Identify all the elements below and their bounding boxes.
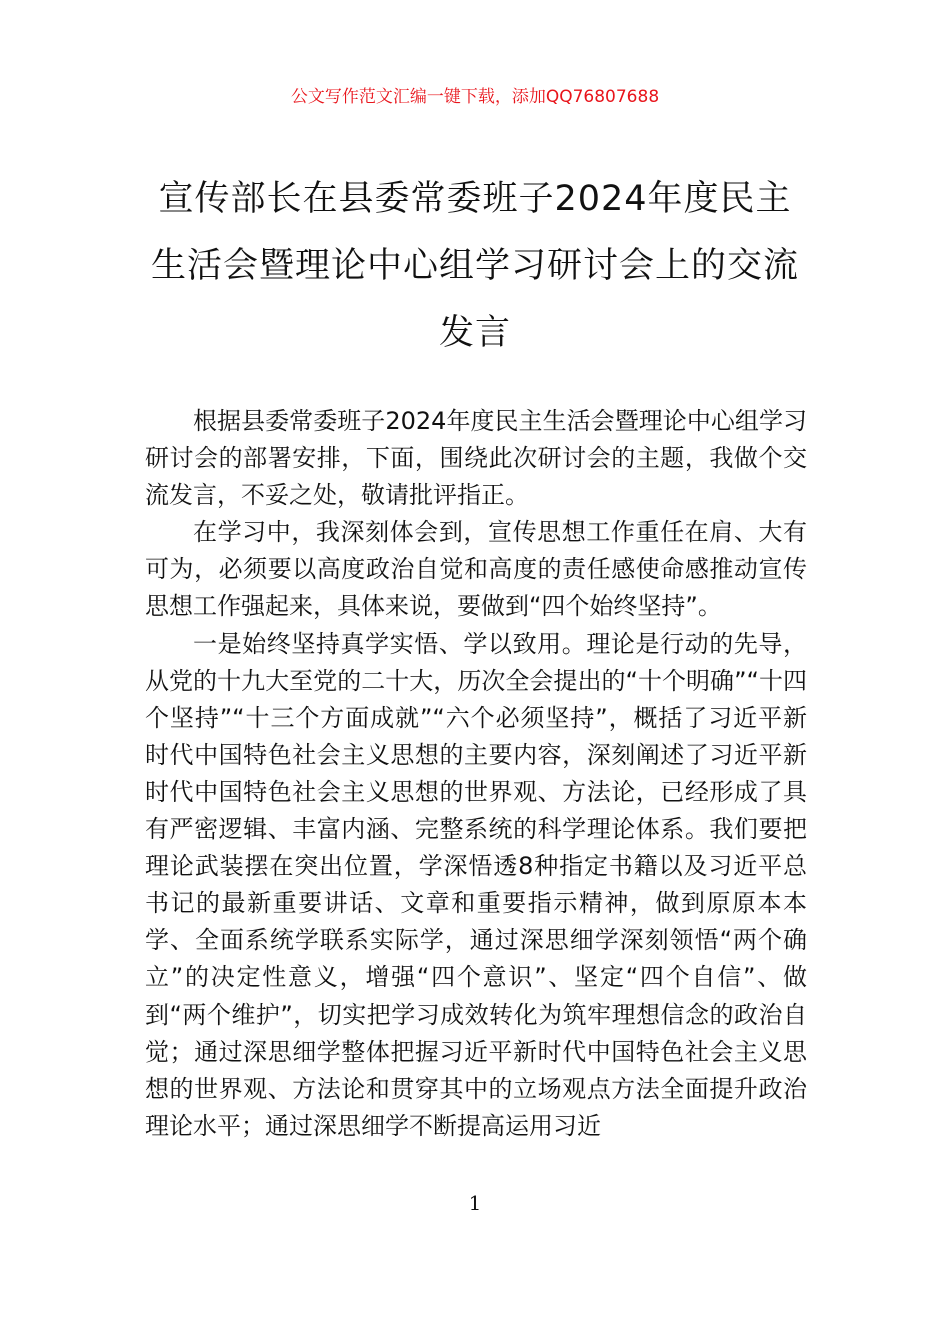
document-title: 宣传部长在县委常委班子2024年度民主生活会暨理论中心组学习研讨会上的交流发言 [150,179,799,353]
paragraph: 在学习中，我深刻体会到，宣传思想工作重任在肩、大有可为，必须要以高度政治自觉和高度的责任感使命感推动宣传思想工作强起来，具体来说，要做到“四个始终坚持”。 [145,518,807,621]
paragraph: 一是始终坚持真学实悟、学以致用。理论是行动的先导，从党的十九大至党的二十大，历次全会提出的“十个明确”“十四个坚持”“十三个方面成就”“六个必须坚持”，概括了习近平新时代中国特色社会主义思想的主要内容，深刻阐述了习近平新时代中国特色社会主义思想的世界观、方法论，已经形成了具有严密逻辑、丰富内涵、完整系统的科学理论体系。我们要把理论武装摆在突出位置，学深悟透8种指定书籍以及习近平总书记的最新重要讲话、文章和重要指示精神，做到原原本本学、全面系统学联系实际学，通过深思细学深刻领悟“两个确立”的决定性意义，增强“四个意识”、坚定“四个自信”、做到“两个维护”，切实把学习成效转化为筑牢理想信念的政治自觉；通过深思细学整体把握习近平新时代中国特色社会主义思想的世界观、方法论和贯穿其中的立场观点方法全面提升政治理论水平；通过深思细学不断提高运用习近 [145,629,807,1140]
document-body [145,403,807,1145]
paragraph: 根据县委常委班子2024年度民主生活会暨理论中心组学习研讨会的部署安排，下面，围绕此次研讨会的主题，我做个交流发言，不妥之处，敬请批评指正。 [145,407,807,510]
page-number: 1 [468,1191,482,1215]
header-note: 公文写作范文汇编一键下载，添加QQ76807688 [290,87,660,107]
